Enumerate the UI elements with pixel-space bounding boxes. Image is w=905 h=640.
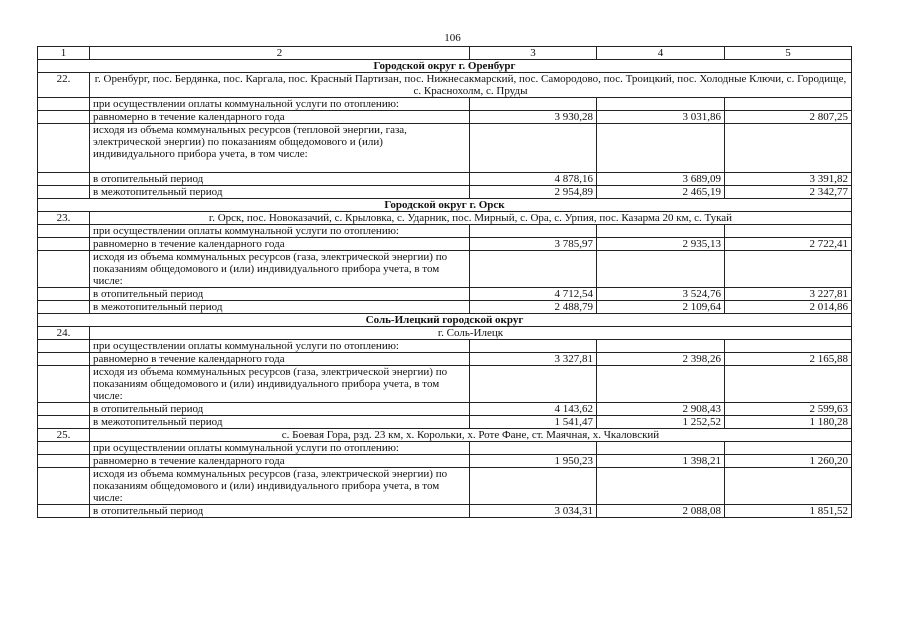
value-col4: 2 088,08 [597,505,725,518]
value-col4: 2 398,26 [597,353,725,366]
value-col3: 2 954,89 [470,186,597,199]
table-row [38,366,852,403]
location-list: г. Орск, пос. Новоказачий, с. Крыловка, с. Ударник, пос. Мирный, с. Ора, с. Урпия, пос. Казарма 20 км, с. Тукай [90,212,852,225]
value-col5 [725,251,852,288]
row-label: исходя из объема коммунальных ресурсов (тепловой энергии, газа, электрической энергии) по показаниям общедомового и (или) индивидуального прибора учета, в том числе: [90,124,470,173]
section-title-row [38,199,852,212]
row-label: исходя из объема коммунальных ресурсов (газа, электрической энергии) по показаниям общедомового и (или) индивидуального прибора учета, в том числе: [90,251,470,288]
value-col4: 2 908,43 [597,403,725,416]
row-label: равномерно в течение календарного года [90,238,470,251]
value-col5 [725,366,852,403]
value-col4: 2 465,19 [597,186,725,199]
row-label: равномерно в течение календарного года [90,111,470,124]
location-list: г. Оренбург, пос. Бердянка, пос. Каргала, пос. Красный Партизан, пос. Нижнесакмарский, пос. Самородово, пос. Троицкий, пос. Холодные Ключи, с. Городище, с. Краснохолм, с. Пруды [90,73,852,98]
row-label: при осуществлении оплаты коммунальной услуги по отоплению: [90,225,470,238]
location-list: г. Соль-Илецк [90,327,852,340]
value-col4: 2 935,13 [597,238,725,251]
table-row [38,505,852,518]
value-col5 [725,442,852,455]
value-col5: 1 260,20 [725,455,852,468]
table-row [38,111,852,124]
location-row [38,212,852,225]
column-number: 1 [38,47,90,60]
table-row [38,238,852,251]
column-number-row [38,47,852,60]
value-col3: 3 785,97 [470,238,597,251]
value-col5: 2 165,88 [725,353,852,366]
column-number: 5 [725,47,852,60]
value-col3 [470,98,597,111]
value-col4: 3 031,86 [597,111,725,124]
item-number: 24. [38,327,90,340]
table-row [38,173,852,186]
section-title: Городской округ г. Орск [38,199,852,212]
value-col5: 2 342,77 [725,186,852,199]
section-title-row [38,314,852,327]
section-title-row [38,60,852,73]
value-col4 [597,366,725,403]
value-col4 [597,340,725,353]
row-label: в межотопительный период [90,186,470,199]
value-col3: 3 930,28 [470,111,597,124]
value-col5 [725,225,852,238]
item-number: 25. [38,429,90,442]
row-label: в межотопительный период [90,301,470,314]
value-col3 [470,251,597,288]
row-label: равномерно в течение календарного года [90,353,470,366]
value-col3 [470,468,597,505]
row-label: исходя из объема коммунальных ресурсов (газа, электрической энергии) по показаниям общедомового и (или) индивидуального прибора учета, в том числе: [90,366,470,403]
value-col5 [725,98,852,111]
location-row [38,73,852,98]
row-label: исходя из объема коммунальных ресурсов (газа, электрической энергии) по показаниям общедомового и (или) индивидуального прибора учета, в том числе: [90,468,470,505]
value-col4 [597,251,725,288]
value-col4: 2 109,64 [597,301,725,314]
section-title: Городской округ г. Оренбург [38,60,852,73]
value-col3: 4 143,62 [470,403,597,416]
row-label: в отопительный период [90,173,470,186]
value-col4: 1 252,52 [597,416,725,429]
value-col3 [470,124,597,173]
row-label: равномерно в течение календарного года [90,455,470,468]
value-col5 [725,340,852,353]
value-col5: 2 599,63 [725,403,852,416]
item-number: 22. [38,73,90,98]
value-col3: 4 712,54 [470,288,597,301]
column-number: 2 [90,47,470,60]
table-row [38,340,852,353]
tariff-table [37,46,852,518]
value-col3: 3 327,81 [470,353,597,366]
value-col4: 1 398,21 [597,455,725,468]
row-label: в межотопительный период [90,416,470,429]
value-col5 [725,124,852,173]
column-number: 3 [470,47,597,60]
value-col3: 4 878,16 [470,173,597,186]
table-row [38,353,852,366]
value-col5: 2 014,86 [725,301,852,314]
value-col5: 2 722,41 [725,238,852,251]
value-col3: 2 488,79 [470,301,597,314]
value-col5: 1 851,52 [725,505,852,518]
row-label: в отопительный период [90,403,470,416]
section-title: Соль-Илецкий городской округ [38,314,852,327]
value-col4: 3 689,09 [597,173,725,186]
row-label: в отопительный период [90,288,470,301]
table-row [38,442,852,455]
value-col4 [597,442,725,455]
value-col4 [597,98,725,111]
value-col3: 3 034,31 [470,505,597,518]
row-label: в отопительный период [90,505,470,518]
location-list: с. Боевая Гора, рзд. 23 км, х. Корольки, х. Роте Фане, ст. Маячная, х. Чкаловский [90,429,852,442]
value-col3 [470,225,597,238]
value-col3 [470,442,597,455]
value-col4 [597,468,725,505]
location-row [38,327,852,340]
table-row [38,403,852,416]
table-row [38,301,852,314]
row-label: при осуществлении оплаты коммунальной услуги по отоплению: [90,442,470,455]
value-col5: 3 391,82 [725,173,852,186]
value-col4: 3 524,76 [597,288,725,301]
value-col5: 3 227,81 [725,288,852,301]
value-col4 [597,225,725,238]
column-number: 4 [597,47,725,60]
location-row [38,429,852,442]
value-col3: 1 950,23 [470,455,597,468]
row-label: при осуществлении оплаты коммунальной услуги по отоплению: [90,340,470,353]
table-row [38,98,852,111]
page-number: 106 [444,32,461,44]
table-row [38,455,852,468]
value-col4 [597,124,725,173]
value-col5: 1 180,28 [725,416,852,429]
table-row [38,124,852,173]
table-row [38,468,852,505]
table-row [38,416,852,429]
value-col3 [470,366,597,403]
value-col5: 2 807,25 [725,111,852,124]
value-col5 [725,468,852,505]
value-col3 [470,340,597,353]
row-label: при осуществлении оплаты коммунальной услуги по отоплению: [90,98,470,111]
table-row [38,225,852,238]
value-col3: 1 541,47 [470,416,597,429]
table-row [38,186,852,199]
table-row [38,288,852,301]
item-number: 23. [38,212,90,225]
table-row [38,251,852,288]
